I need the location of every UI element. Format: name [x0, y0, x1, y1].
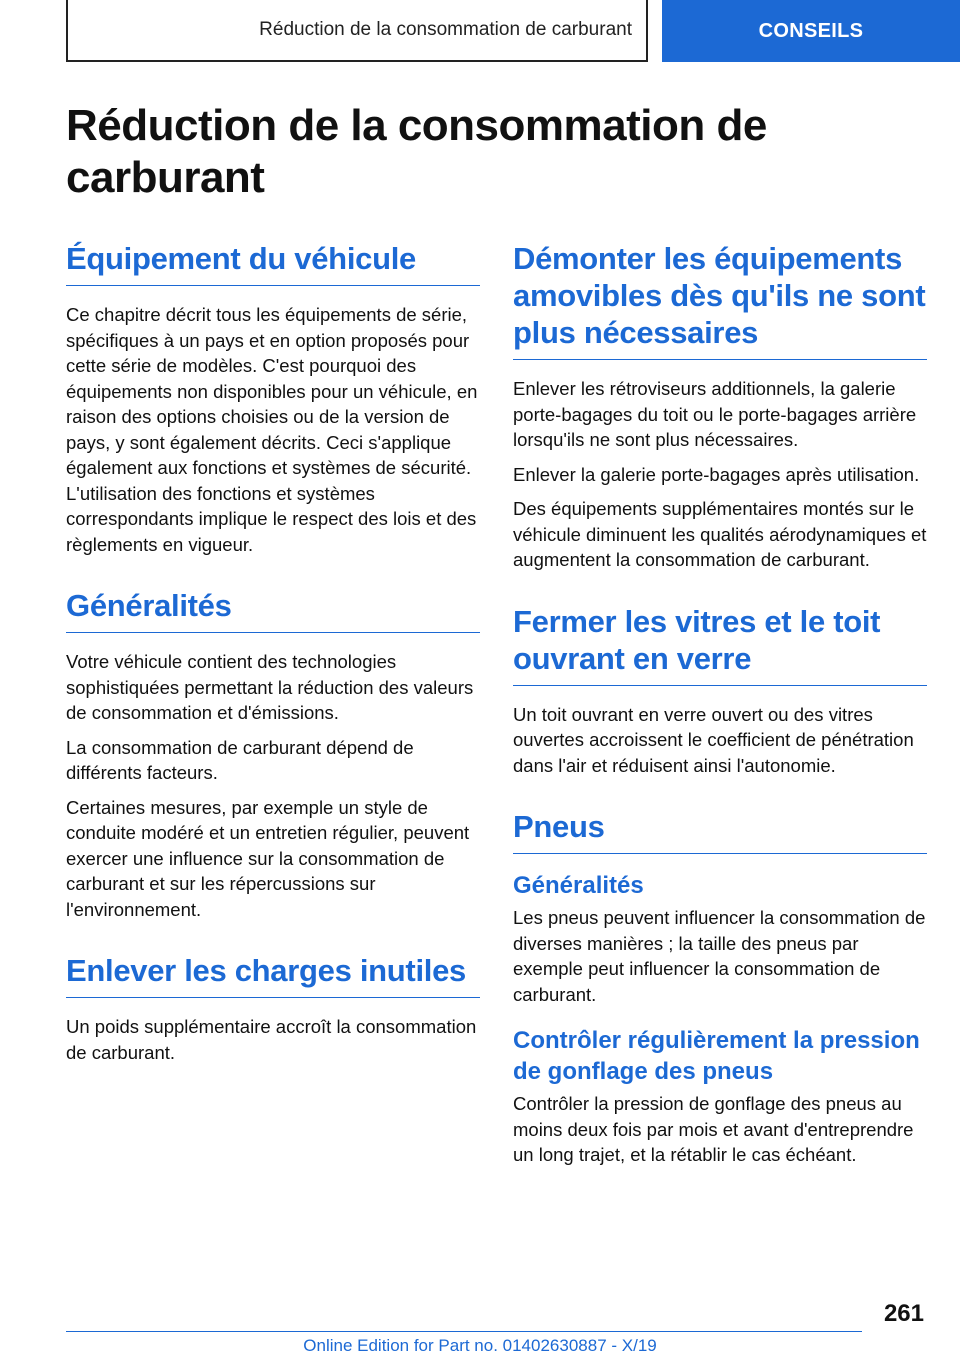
page-number: 261: [883, 1300, 924, 1327]
paragraph: Un toit ouvrant en verre ouvert ou des vitres ouvertes accroissent le coefficient de pénétration dans l'air et réduisent ainsi l'autonomie.: [513, 703, 914, 776]
paragraph: Votre véhicule contient des technologies sophistiquées permettant la réduction des valeurs de consommation et d'émissions.: [66, 651, 474, 723]
section-heading: Généralités: [66, 587, 480, 633]
section-heading: Enlever les charges inutiles: [66, 952, 480, 998]
subsection-heading: Contrôler régulièrement la pression de gonflage des pneus: [513, 1027, 920, 1085]
paragraph: La consommation de carburant dépend de différents facteurs.: [66, 736, 414, 783]
subsection-heading: Généralités: [513, 872, 644, 899]
right-column: [513, 240, 927, 1198]
paragraph: Contrôler la pression de gonflage des pneus au moins deux fois par mois et avant d'entreprendre un long trajet, et la rétablir le cas échéant.: [513, 1093, 914, 1165]
paragraph: Ce chapitre décrit tous les équipements de série, spécifiques à un pays et en option proposés pour cette série de modèles. C'est pourquoi des équipements non disponibles pour un véhicule, en raison des options choisies ou de la version de pays, y sont également décrits. Ceci s'applique également aux fonctions et systèmes de sécurité. L'utilisation des fonctions et systèmes correspondants implique le respect des lois et des règlements en vigueur.: [66, 304, 478, 555]
section-heading: Équipement du véhicule: [66, 240, 480, 286]
paragraph: Enlever la galerie porte-bagages après utilisation.: [513, 463, 920, 485]
paragraph: Un poids supplémentaire accroît la consommation de carburant.: [66, 1016, 477, 1063]
running-header: [66, 0, 648, 62]
page-title: Réduction de la consommation de carburant: [66, 101, 767, 202]
section-tab: [662, 0, 960, 62]
section-heading: Pneus: [513, 808, 927, 854]
subsection-general: [513, 870, 927, 1007]
footer-divider: [66, 1331, 862, 1332]
left-column: [66, 240, 480, 1095]
paragraph: Enlever les rétroviseurs additionnels, la galerie porte-bagages du toit ou le porte-bagages arrière lorsqu'ils ne sont plus nécessaires.: [513, 378, 917, 450]
section-general: [66, 587, 480, 922]
section-heading: Fermer les vitres et le toit ouvrant en verre: [513, 603, 927, 686]
section-heading: Démonter les équipements amovibles dès qu'ils ne sont plus nécessaires: [513, 240, 927, 360]
subsection-tyre-pressure: [513, 1025, 927, 1168]
section-close-windows: [513, 603, 927, 779]
running-header-title: Réduction de la consommation de carburant: [259, 19, 632, 40]
section-tab-label: CONSEILS: [758, 19, 864, 42]
paragraph: Des équipements supplémentaires montés sur le véhicule diminuent les qualités aérodynamiques et augmentent la consommation de carburant.: [513, 498, 927, 570]
paragraph: Les pneus peuvent influencer la consommation de diverses manières ; la taille des pneus par exemple peut influencer la consommation de carburant.: [513, 907, 926, 1005]
section-tyres: [513, 808, 927, 1168]
section-remove-loads: [66, 952, 480, 1065]
section-remove-equipment: [513, 240, 927, 573]
section-vehicle-equipment: [66, 240, 480, 557]
footer-edition: Online Edition for Part no. 01402630887 - X/19: [303, 1336, 657, 1355]
paragraph: Certaines mesures, par exemple un style de conduite modéré et un entretien régulier, peuvent exercer une influence sur la consommation de carburant et sur les répercussions sur l'environnement.: [66, 796, 470, 920]
